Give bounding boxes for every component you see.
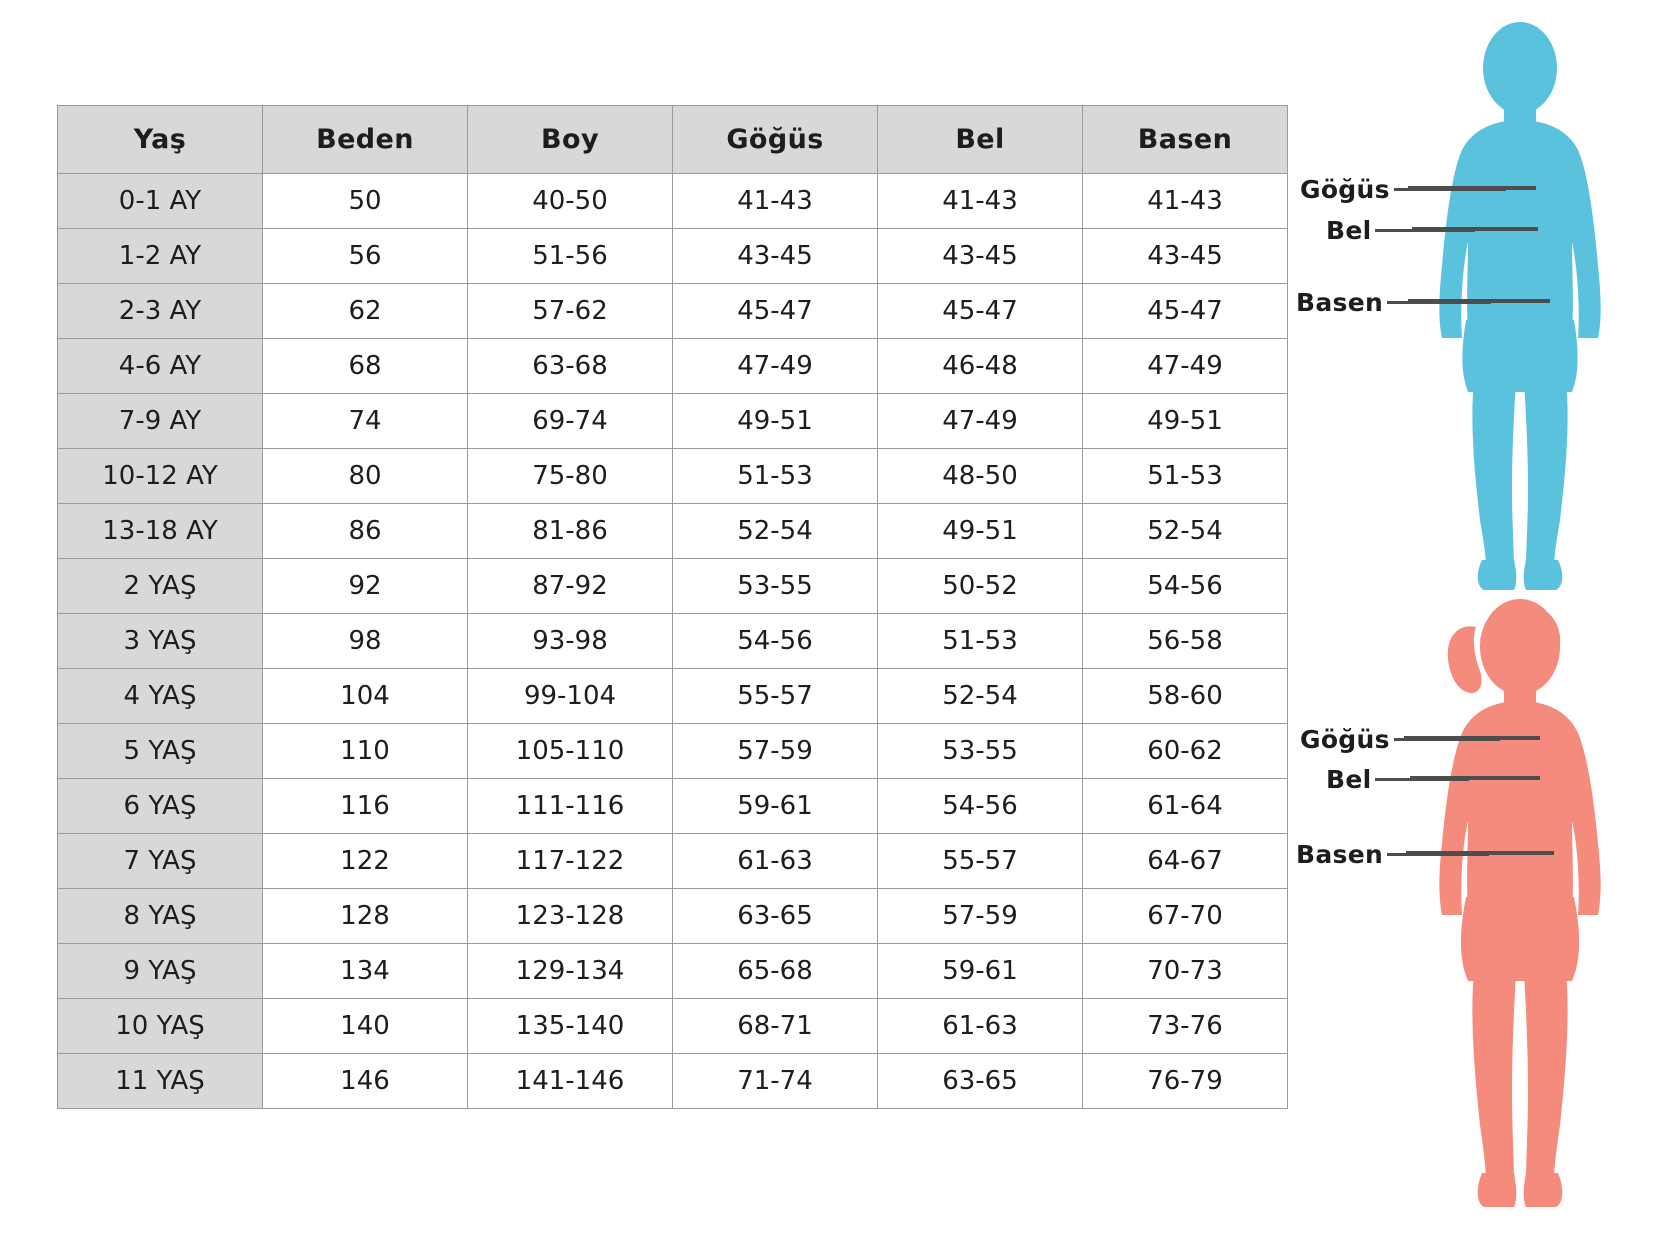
- cell-bel: 53-55: [878, 724, 1083, 779]
- cell-beden: 122: [263, 834, 468, 889]
- cell-boy: 87-92: [468, 559, 673, 614]
- cell-bel: 52-54: [878, 669, 1083, 724]
- cell-boy: 69-74: [468, 394, 673, 449]
- cell-beden: 56: [263, 229, 468, 284]
- cell-bel: 55-57: [878, 834, 1083, 889]
- table-row: [58, 724, 1288, 779]
- cell-boy: 105-110: [468, 724, 673, 779]
- girl-figure: [1296, 575, 1660, 1235]
- girl-chest-line: [1404, 736, 1540, 740]
- cell-beden: 104: [263, 669, 468, 724]
- cell-age: 10 YAŞ: [58, 999, 263, 1054]
- cell-gogus: 51-53: [673, 449, 878, 504]
- cell-boy: 111-116: [468, 779, 673, 834]
- cell-gogus: 45-47: [673, 284, 878, 339]
- cell-bel: 43-45: [878, 229, 1083, 284]
- cell-gogus: 61-63: [673, 834, 878, 889]
- cell-basen: 43-45: [1083, 229, 1288, 284]
- cell-beden: 86: [263, 504, 468, 559]
- girl-waist-line: [1410, 776, 1540, 780]
- cell-boy: 57-62: [468, 284, 673, 339]
- table-row: [58, 449, 1288, 504]
- cell-beden: 50: [263, 174, 468, 229]
- cell-beden: 98: [263, 614, 468, 669]
- size-table-container: [57, 105, 1287, 1109]
- table-row: [58, 284, 1288, 339]
- cell-gogus: 55-57: [673, 669, 878, 724]
- cell-basen: 73-76: [1083, 999, 1288, 1054]
- cell-bel: 51-53: [878, 614, 1083, 669]
- cell-basen: 76-79: [1083, 1054, 1288, 1109]
- cell-beden: 80: [263, 449, 468, 504]
- cell-gogus: 71-74: [673, 1054, 878, 1109]
- cell-age: 11 YAŞ: [58, 1054, 263, 1109]
- table-header-row: [58, 106, 1288, 174]
- cell-age: 7 YAŞ: [58, 834, 263, 889]
- table-row: [58, 999, 1288, 1054]
- boy-figure: [1296, 20, 1660, 600]
- column-header-basen: Basen: [1083, 106, 1288, 174]
- boy-hip-label: Basen: [1296, 288, 1384, 317]
- cell-boy: 129-134: [468, 944, 673, 999]
- cell-beden: 140: [263, 999, 468, 1054]
- cell-gogus: 54-56: [673, 614, 878, 669]
- cell-boy: 123-128: [468, 889, 673, 944]
- cell-bel: 57-59: [878, 889, 1083, 944]
- cell-bel: 41-43: [878, 174, 1083, 229]
- cell-age: 6 YAŞ: [58, 779, 263, 834]
- cell-boy: 141-146: [468, 1054, 673, 1109]
- girl-chest-label: Göğüs: [1300, 725, 1390, 754]
- table-row: [58, 779, 1288, 834]
- cell-boy: 81-86: [468, 504, 673, 559]
- table-header: [58, 106, 1288, 174]
- cell-boy: 51-56: [468, 229, 673, 284]
- table-row: [58, 394, 1288, 449]
- boy-chest-label: Göğüs: [1300, 175, 1390, 204]
- cell-gogus: 59-61: [673, 779, 878, 834]
- cell-bel: 54-56: [878, 779, 1083, 834]
- cell-beden: 92: [263, 559, 468, 614]
- cell-gogus: 41-43: [673, 174, 878, 229]
- cell-age: 4 YAŞ: [58, 669, 263, 724]
- size-table: [57, 105, 1288, 1109]
- cell-beden: 110: [263, 724, 468, 779]
- table-body: [58, 174, 1288, 1109]
- boy-hip-line: [1408, 299, 1550, 303]
- table-row: [58, 229, 1288, 284]
- cell-gogus: 68-71: [673, 999, 878, 1054]
- cell-age: 13-18 AY: [58, 504, 263, 559]
- cell-basen: 51-53: [1083, 449, 1288, 504]
- cell-boy: 40-50: [468, 174, 673, 229]
- table-row: [58, 504, 1288, 559]
- girl-hip-label: Basen: [1296, 840, 1384, 869]
- cell-basen: 45-47: [1083, 284, 1288, 339]
- column-header-boy: Boy: [468, 106, 673, 174]
- table-row: [58, 559, 1288, 614]
- cell-age: 0-1 AY: [58, 174, 263, 229]
- cell-boy: 117-122: [468, 834, 673, 889]
- table-row: [58, 889, 1288, 944]
- cell-gogus: 52-54: [673, 504, 878, 559]
- cell-boy: 75-80: [468, 449, 673, 504]
- cell-beden: 62: [263, 284, 468, 339]
- cell-basen: 58-60: [1083, 669, 1288, 724]
- cell-age: 3 YAŞ: [58, 614, 263, 669]
- cell-age: 9 YAŞ: [58, 944, 263, 999]
- cell-age: 4-6 AY: [58, 339, 263, 394]
- cell-basen: 70-73: [1083, 944, 1288, 999]
- cell-age: 2-3 AY: [58, 284, 263, 339]
- cell-beden: 134: [263, 944, 468, 999]
- cell-gogus: 49-51: [673, 394, 878, 449]
- cell-boy: 93-98: [468, 614, 673, 669]
- boy-chest-line: [1408, 186, 1536, 190]
- cell-basen: 60-62: [1083, 724, 1288, 779]
- table-row: [58, 174, 1288, 229]
- cell-age: 8 YAŞ: [58, 889, 263, 944]
- cell-gogus: 57-59: [673, 724, 878, 779]
- cell-bel: 45-47: [878, 284, 1083, 339]
- cell-age: 1-2 AY: [58, 229, 263, 284]
- column-header-bel: Bel: [878, 106, 1083, 174]
- girl-hip-line: [1406, 851, 1554, 855]
- table-row: [58, 834, 1288, 889]
- table-row: [58, 339, 1288, 394]
- cell-boy: 99-104: [468, 669, 673, 724]
- cell-basen: 47-49: [1083, 339, 1288, 394]
- column-header-beden: Beden: [263, 106, 468, 174]
- cell-bel: 59-61: [878, 944, 1083, 999]
- cell-basen: 61-64: [1083, 779, 1288, 834]
- cell-basen: 56-58: [1083, 614, 1288, 669]
- cell-age: 5 YAŞ: [58, 724, 263, 779]
- cell-beden: 68: [263, 339, 468, 394]
- table-row: [58, 944, 1288, 999]
- cell-age: 7-9 AY: [58, 394, 263, 449]
- cell-bel: 61-63: [878, 999, 1083, 1054]
- cell-gogus: 65-68: [673, 944, 878, 999]
- cell-bel: 63-65: [878, 1054, 1083, 1109]
- cell-gogus: 53-55: [673, 559, 878, 614]
- boy-waist-label: Bel: [1326, 216, 1372, 245]
- table-row: [58, 669, 1288, 724]
- cell-beden: 128: [263, 889, 468, 944]
- cell-basen: 67-70: [1083, 889, 1288, 944]
- cell-bel: 48-50: [878, 449, 1083, 504]
- girl-silhouette-icon: [1380, 575, 1650, 1235]
- cell-bel: 50-52: [878, 559, 1083, 614]
- girl-waist-label: Bel: [1326, 765, 1372, 794]
- column-header-gogus: Göğüs: [673, 106, 878, 174]
- cell-gogus: 63-65: [673, 889, 878, 944]
- boy-waist-line: [1412, 227, 1538, 231]
- cell-beden: 74: [263, 394, 468, 449]
- cell-basen: 54-56: [1083, 559, 1288, 614]
- cell-basen: 52-54: [1083, 504, 1288, 559]
- cell-bel: 46-48: [878, 339, 1083, 394]
- cell-beden: 116: [263, 779, 468, 834]
- cell-age: 2 YAŞ: [58, 559, 263, 614]
- cell-bel: 49-51: [878, 504, 1083, 559]
- cell-beden: 146: [263, 1054, 468, 1109]
- cell-gogus: 47-49: [673, 339, 878, 394]
- table-row: [58, 1054, 1288, 1109]
- cell-bel: 47-49: [878, 394, 1083, 449]
- cell-boy: 63-68: [468, 339, 673, 394]
- cell-basen: 49-51: [1083, 394, 1288, 449]
- cell-basen: 64-67: [1083, 834, 1288, 889]
- table-row: [58, 614, 1288, 669]
- cell-age: 10-12 AY: [58, 449, 263, 504]
- cell-basen: 41-43: [1083, 174, 1288, 229]
- cell-gogus: 43-45: [673, 229, 878, 284]
- column-header-age: Yaş: [58, 106, 263, 174]
- cell-boy: 135-140: [468, 999, 673, 1054]
